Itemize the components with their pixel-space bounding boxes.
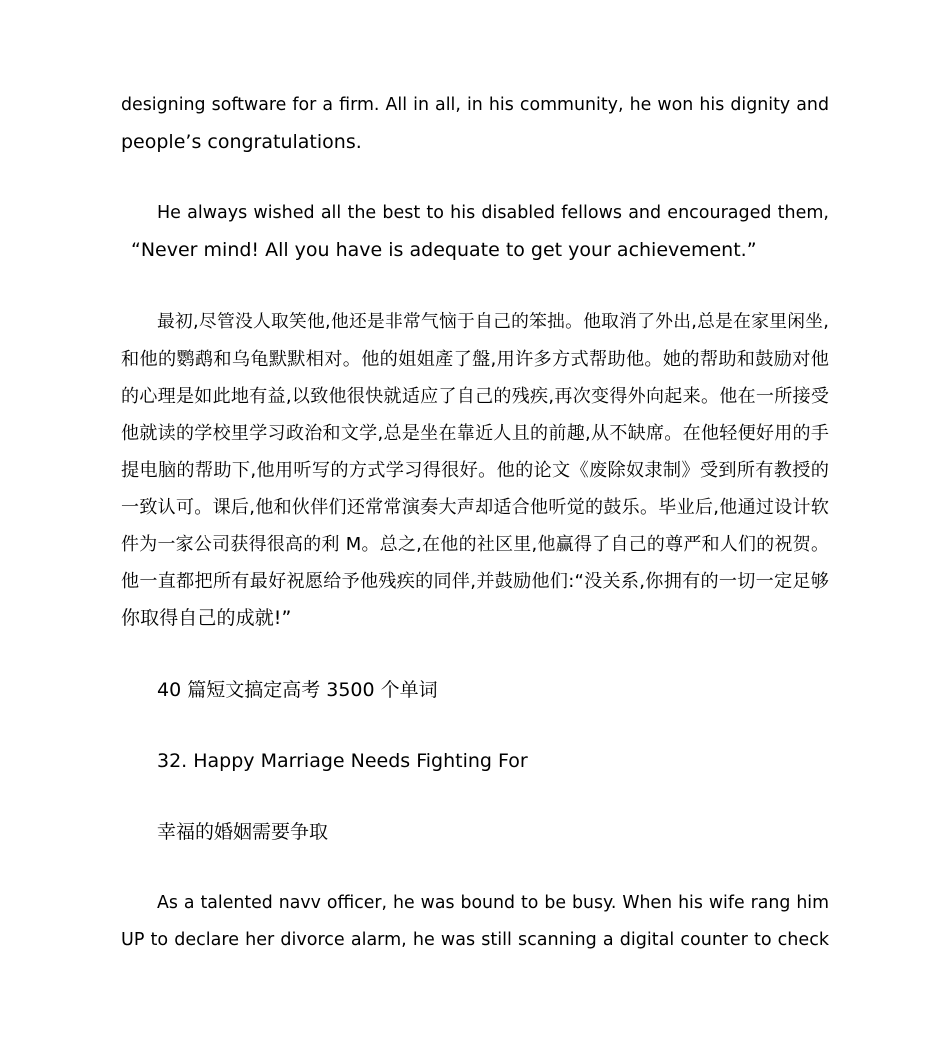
paragraph-quote bbox=[121, 195, 829, 269]
paragraph-story-start bbox=[121, 885, 829, 959]
text-line: 最初,尽管没人取笑他,他还是非常气恼于自己的笨拙。他取消了外出,总是在家里闲坐, bbox=[157, 312, 829, 332]
text-line: 他一直都把所有最好祝愿给予他残疾的同伴,并鼓励他们:“没关系,你拥有的一切一定足够 bbox=[121, 571, 829, 592]
text-line: 的心理是如此地有益,以致他很快就适应了自己的残疾,再次变得外向起来。他在一所接受 bbox=[121, 386, 829, 407]
text-line: 你取得自己的成就!” bbox=[121, 607, 292, 629]
text-line: As a talented navv officer, he was bound to be busy. When his wife rang him bbox=[157, 893, 829, 913]
text-line: He always wished all the best to his disabled fellows and encouraged them, bbox=[157, 203, 829, 223]
paragraph-continuation bbox=[121, 87, 829, 161]
paragraph-chinese-translation bbox=[121, 304, 829, 637]
book-heading: 40 篇短文搞定高考 3500 个单词 bbox=[157, 679, 438, 701]
text-line: 提电脑的帮助下,他用听写的方式学习得很好。他的论文《废除奴隶制》受到所有教授的 bbox=[121, 460, 829, 481]
chapter-title-chinese: 幸福的婚姻需要争取 bbox=[157, 821, 329, 843]
text-line: designing software for a firm. All in all, in his community, he won his dignity and bbox=[121, 95, 829, 115]
text-line: UP to declare her divorce alarm, he was still scanning a digital counter to check bbox=[121, 930, 829, 950]
text-line: 和他的鹦鹉和乌龟默默相对。他的姐姐產了盤,用许多方式帮助他。她的帮助和鼓励对他 bbox=[121, 349, 829, 370]
chapter-title-english: 32. Happy Marriage Needs Fighting For bbox=[157, 750, 528, 772]
text-line: 他就读的学校里学习政治和文学,总是坐在靠近人且的前趣,从不缺席。在他轻便好用的手 bbox=[121, 423, 829, 444]
text-line: 一致认可。课后,他和伙伴们还常常演奏大声却适合他听觉的鼓乐。毕业后,他通过设计软 bbox=[121, 497, 829, 518]
text-line: 件为一家公司获得很高的利 M。总之,在他的社区里,他赢得了自己的尊严和人们的祝贺。 bbox=[121, 534, 829, 555]
text-line: “Never mind! All you have is adequate to get your achievement.” bbox=[131, 239, 757, 261]
text-line: people’s congratulations. bbox=[121, 131, 362, 153]
